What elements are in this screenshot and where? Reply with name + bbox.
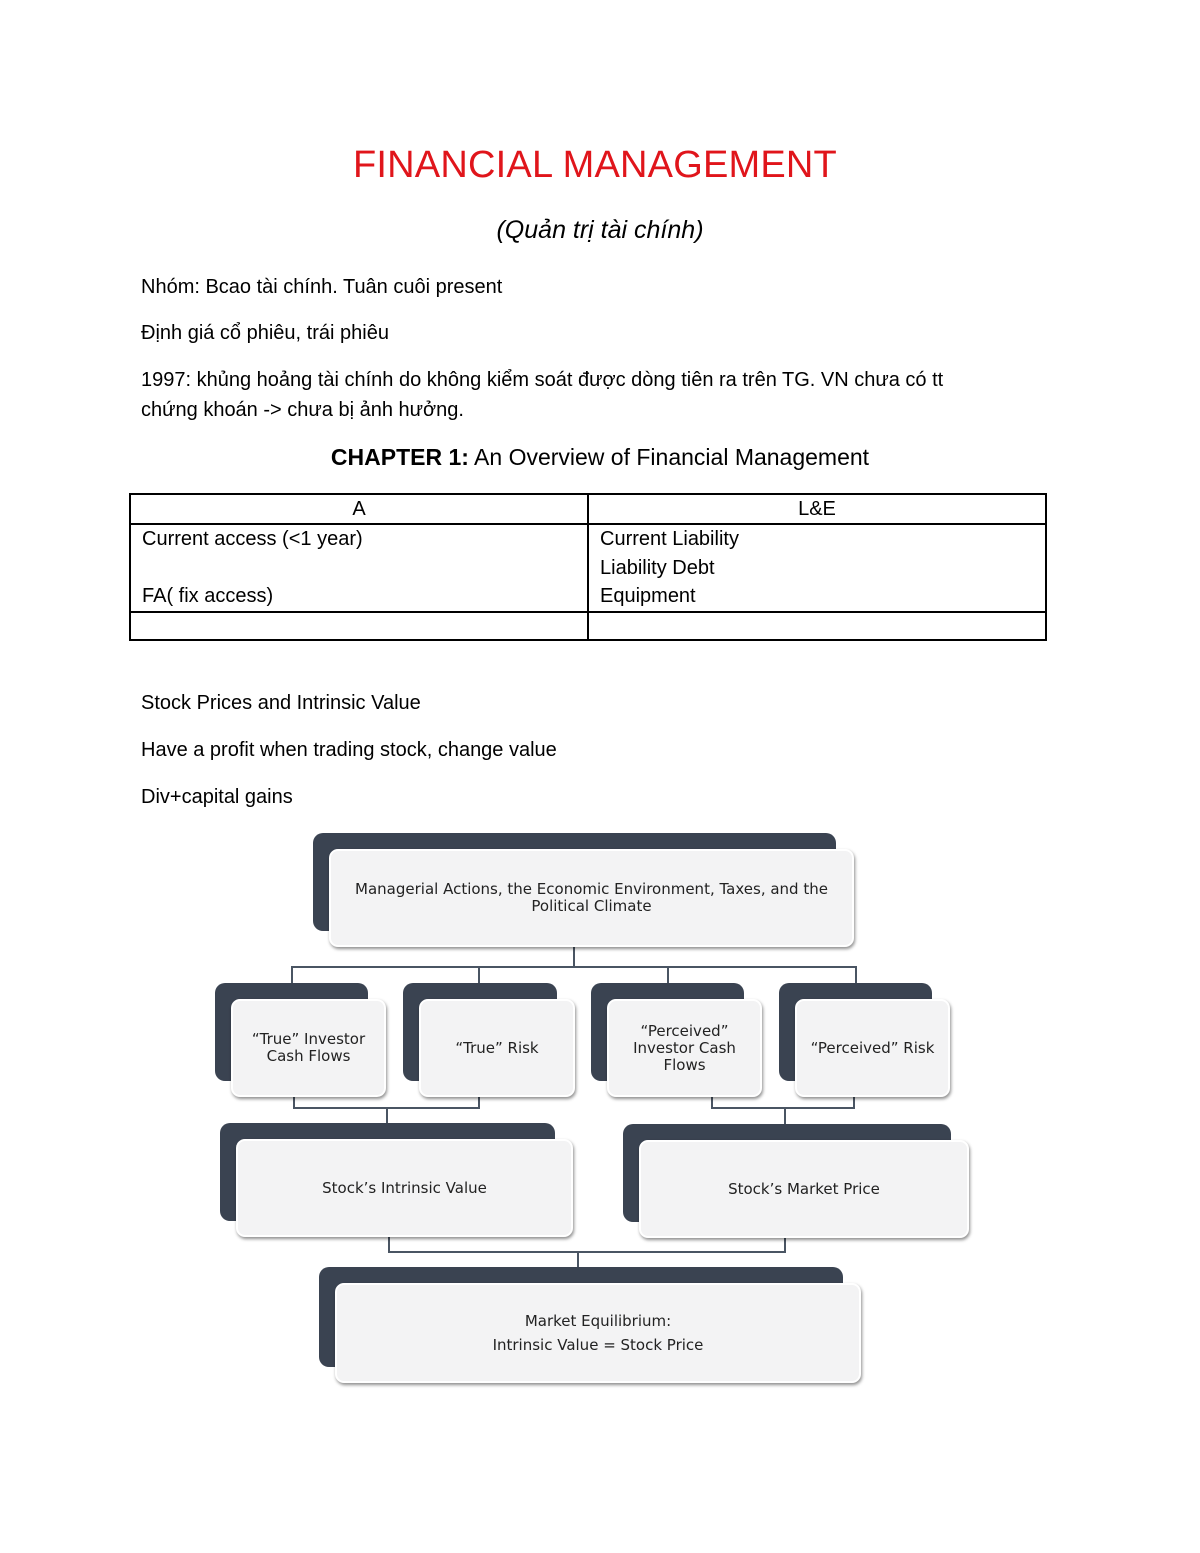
box-true-risk-label: “True” Risk (419, 999, 575, 1097)
document-title: FINANCIAL MANAGEMENT (353, 144, 837, 186)
equilibrium-line2: Intrinsic Value = Stock Price (492, 1336, 704, 1354)
box-intrinsic-value-label: Stock’s Intrinsic Value (236, 1139, 573, 1237)
header-assets: A (130, 494, 588, 524)
connector (388, 1251, 786, 1253)
box-intrinsic-value (220, 1123, 573, 1237)
note-1997-line2: chứng khoán -> chưa bị ảnh hưởng. (141, 399, 464, 421)
table-row (130, 524, 1046, 612)
box-managerial-actions (313, 833, 854, 947)
table-header-row (130, 494, 1046, 524)
connector (784, 1107, 786, 1125)
connector (478, 966, 480, 984)
box-market-equilibrium (319, 1267, 861, 1383)
connector (291, 966, 857, 968)
section-profit: Have a profit when trading stock, change value (141, 739, 557, 761)
box-market-price-label: Stock’s Market Price (639, 1140, 969, 1238)
box-true-cash-flows-label: “True” Investor Cash Flows (231, 999, 386, 1097)
connector (855, 966, 857, 984)
document-subtitle: (Quản trị tài chính) (496, 216, 704, 244)
header-liabilities-equity: L&E (588, 494, 1046, 524)
asset-blank (142, 554, 576, 583)
connector (577, 1251, 579, 1268)
box-true-risk (403, 983, 575, 1097)
liability-debt: Liability Debt (600, 556, 715, 579)
note-1997-line1: 1997: khủng hoảng tài chính do không kiểm soát được dòng tiên ra trên TG. VN chưa có tt (141, 369, 944, 391)
liability-equipment: Equipment (600, 585, 696, 607)
chapter-label: CHAPTER 1: (330, 444, 469, 470)
balance-sheet-table (129, 493, 1047, 641)
chapter-heading (0, 444, 1200, 471)
connector (573, 946, 575, 967)
asset-current: Current access (<1 year) (142, 528, 363, 550)
connector (388, 1236, 390, 1252)
note-group: Nhóm: Bcao tài chính. Tuân cuôi present (141, 276, 503, 298)
empty-cell (130, 612, 588, 640)
chapter-title: An Overview of Financial Management (474, 444, 870, 470)
box-perceived-risk-label: “Perceived” Risk (795, 999, 950, 1097)
assets-cell (130, 524, 588, 612)
note-valuation: Định giá cổ phiêu, trái phiêu (141, 322, 389, 344)
section-stock-prices: Stock Prices and Intrinsic Value (141, 692, 421, 714)
connector (291, 966, 293, 984)
table-row (130, 612, 1046, 640)
box-perceived-cash-flows-label: “Perceived” Investor Cash Flows (607, 999, 762, 1097)
connector (784, 1236, 786, 1252)
box-managerial-actions-label: Managerial Actions, the Economic Environment, Taxes, and the Political Climate (329, 849, 854, 947)
liability-current: Current Liability (600, 528, 739, 550)
liabilities-cell (588, 524, 1046, 612)
box-true-cash-flows (215, 983, 386, 1097)
asset-fixed: FA( fix access) (142, 585, 274, 607)
box-perceived-risk (779, 983, 950, 1097)
empty-cell (588, 612, 1046, 640)
equilibrium-line1: Market Equilibrium: (524, 1312, 672, 1330)
box-perceived-cash-flows (591, 983, 762, 1097)
section-div-capital: Div+capital gains (141, 786, 293, 808)
box-market-equilibrium-label (335, 1283, 861, 1383)
connector (711, 1107, 855, 1109)
box-market-price (623, 1124, 969, 1238)
connector (667, 966, 669, 984)
